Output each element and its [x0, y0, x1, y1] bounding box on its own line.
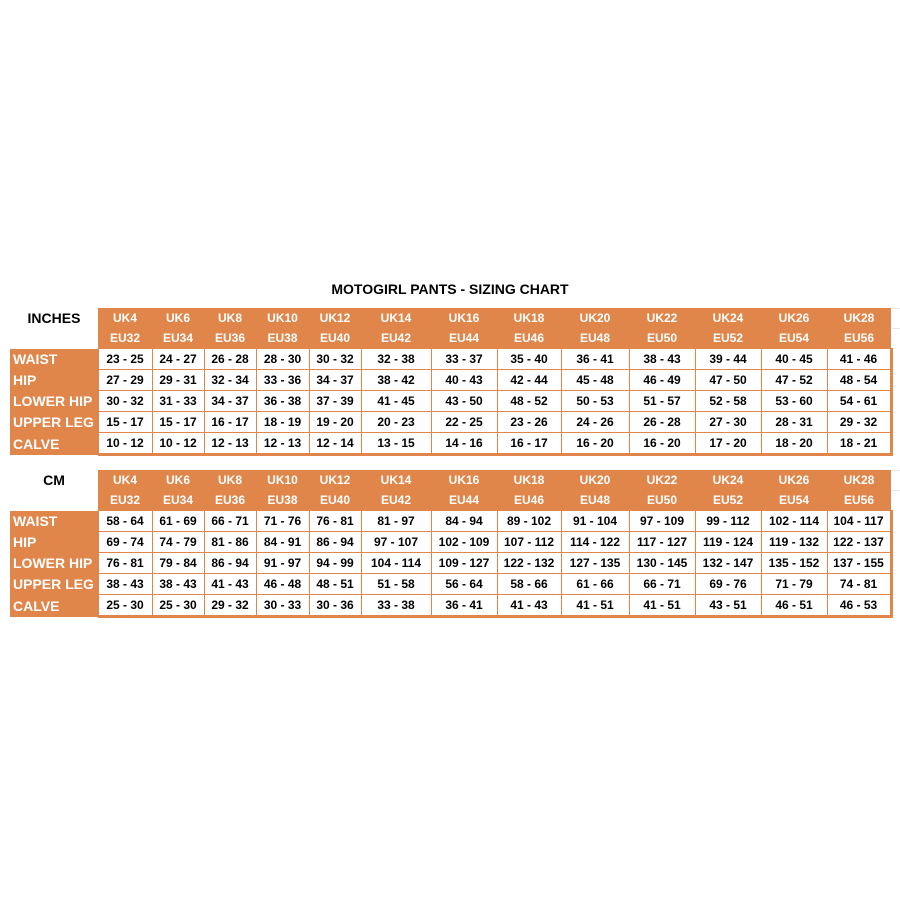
size-value-cell: 130 - 145: [629, 553, 695, 574]
size-value-cell: 46 - 51: [761, 595, 827, 617]
size-value-cell: 71 - 79: [761, 574, 827, 595]
size-header-eu: EU44: [431, 490, 497, 511]
table-row: [10, 412, 891, 433]
size-value-cell: 132 - 147: [695, 553, 761, 574]
size-header-eu: EU42: [361, 328, 431, 349]
measurement-label: WAIST: [10, 349, 98, 370]
measurement-label: HIP: [10, 370, 98, 391]
size-header-eu: EU40: [309, 328, 361, 349]
size-header-eu: EU36: [204, 328, 256, 349]
size-value-cell: 45 - 48: [561, 370, 629, 391]
sheet-gridline: [892, 490, 900, 491]
size-value-cell: 58 - 66: [497, 574, 561, 595]
size-header-eu: EU54: [761, 328, 827, 349]
size-value-cell: 69 - 76: [695, 574, 761, 595]
size-header-uk: UK28: [827, 308, 891, 328]
size-value-cell: 15 - 17: [98, 412, 152, 433]
size-value-cell: 107 - 112: [497, 532, 561, 553]
size-value-cell: 104 - 117: [827, 511, 891, 532]
size-value-cell: 43 - 51: [695, 595, 761, 617]
size-value-cell: 119 - 124: [695, 532, 761, 553]
size-value-cell: 36 - 41: [561, 349, 629, 370]
size-header-uk: UK16: [431, 308, 497, 328]
size-value-cell: 50 - 53: [561, 391, 629, 412]
size-value-cell: 16 - 17: [204, 412, 256, 433]
size-value-cell: 122 - 132: [497, 553, 561, 574]
size-value-cell: 48 - 52: [497, 391, 561, 412]
size-header-uk: UK24: [695, 308, 761, 328]
size-value-cell: 12 - 14: [309, 433, 361, 455]
size-value-cell: 34 - 37: [309, 370, 361, 391]
size-value-cell: 66 - 71: [204, 511, 256, 532]
size-header-eu: EU44: [431, 328, 497, 349]
size-header-eu: EU56: [827, 328, 891, 349]
size-header-uk: UK6: [152, 308, 204, 328]
size-value-cell: 94 - 99: [309, 553, 361, 574]
size-value-cell: 20 - 23: [361, 412, 431, 433]
size-value-cell: 74 - 79: [152, 532, 204, 553]
size-value-cell: 84 - 91: [256, 532, 309, 553]
size-value-cell: 35 - 40: [497, 349, 561, 370]
size-value-cell: 52 - 58: [695, 391, 761, 412]
size-value-cell: 119 - 132: [761, 532, 827, 553]
measurement-label: CALVE: [10, 433, 98, 455]
size-header-uk: UK14: [361, 308, 431, 328]
size-value-cell: 76 - 81: [98, 553, 152, 574]
size-value-cell: 18 - 19: [256, 412, 309, 433]
measurement-label: UPPER LEG: [10, 574, 98, 595]
unit-label: CM: [10, 470, 98, 490]
size-value-cell: 47 - 50: [695, 370, 761, 391]
size-header-uk: UK26: [761, 308, 827, 328]
size-value-cell: 38 - 43: [152, 574, 204, 595]
size-value-cell: 22 - 25: [431, 412, 497, 433]
size-header-eu: EU34: [152, 490, 204, 511]
table-row: [10, 511, 891, 532]
size-value-cell: 71 - 76: [256, 511, 309, 532]
size-value-cell: 27 - 30: [695, 412, 761, 433]
size-value-cell: 37 - 39: [309, 391, 361, 412]
measurement-label: HIP: [10, 532, 98, 553]
size-header-eu: EU54: [761, 490, 827, 511]
size-value-cell: 58 - 64: [98, 511, 152, 532]
size-value-cell: 29 - 32: [204, 595, 256, 617]
size-value-cell: 12 - 13: [256, 433, 309, 455]
size-value-cell: 48 - 54: [827, 370, 891, 391]
size-value-cell: 16 - 20: [561, 433, 629, 455]
size-value-cell: 18 - 20: [761, 433, 827, 455]
size-value-cell: 97 - 107: [361, 532, 431, 553]
size-value-cell: 26 - 28: [204, 349, 256, 370]
size-value-cell: 81 - 86: [204, 532, 256, 553]
size-value-cell: 86 - 94: [204, 553, 256, 574]
size-value-cell: 79 - 84: [152, 553, 204, 574]
sheet-gridline: [892, 470, 900, 471]
size-value-cell: 23 - 26: [497, 412, 561, 433]
size-value-cell: 34 - 37: [204, 391, 256, 412]
size-value-cell: 28 - 30: [256, 349, 309, 370]
size-value-cell: 84 - 94: [431, 511, 497, 532]
size-value-cell: 31 - 33: [152, 391, 204, 412]
size-value-cell: 91 - 104: [561, 511, 629, 532]
measurement-label: WAIST: [10, 511, 98, 532]
size-value-cell: 33 - 38: [361, 595, 431, 617]
size-value-cell: 102 - 114: [761, 511, 827, 532]
size-value-cell: 56 - 64: [431, 574, 497, 595]
size-value-cell: 33 - 37: [431, 349, 497, 370]
size-value-cell: 61 - 69: [152, 511, 204, 532]
table-row: [10, 433, 891, 455]
size-header-uk: UK22: [629, 470, 695, 490]
size-value-cell: 17 - 20: [695, 433, 761, 455]
size-value-cell: 41 - 51: [561, 595, 629, 617]
size-header-eu: EU48: [561, 328, 629, 349]
size-value-cell: 12 - 13: [204, 433, 256, 455]
size-value-cell: 26 - 28: [629, 412, 695, 433]
size-value-cell: 38 - 43: [629, 349, 695, 370]
header-spacer: [10, 328, 98, 349]
size-header-eu: EU38: [256, 490, 309, 511]
size-value-cell: 25 - 30: [152, 595, 204, 617]
size-value-cell: 30 - 33: [256, 595, 309, 617]
size-value-cell: 23 - 25: [98, 349, 152, 370]
table-row: [10, 574, 891, 595]
size-value-cell: 42 - 44: [497, 370, 561, 391]
size-value-cell: 24 - 27: [152, 349, 204, 370]
size-value-cell: 38 - 42: [361, 370, 431, 391]
size-header-uk: UK20: [561, 308, 629, 328]
size-value-cell: 102 - 109: [431, 532, 497, 553]
table-row: [10, 370, 891, 391]
size-value-cell: 109 - 127: [431, 553, 497, 574]
size-header-uk: UK4: [98, 308, 152, 328]
size-header-eu: EU36: [204, 490, 256, 511]
size-header-uk: UK28: [827, 470, 891, 490]
size-value-cell: 91 - 97: [256, 553, 309, 574]
size-value-cell: 41 - 51: [629, 595, 695, 617]
size-value-cell: 41 - 43: [497, 595, 561, 617]
size-value-cell: 14 - 16: [431, 433, 497, 455]
size-value-cell: 16 - 20: [629, 433, 695, 455]
size-value-cell: 122 - 137: [827, 532, 891, 553]
table-row: [10, 349, 891, 370]
size-header-eu: EU38: [256, 328, 309, 349]
size-value-cell: 99 - 112: [695, 511, 761, 532]
size-value-cell: 135 - 152: [761, 553, 827, 574]
size-value-cell: 117 - 127: [629, 532, 695, 553]
size-value-cell: 104 - 114: [361, 553, 431, 574]
size-value-cell: 24 - 26: [561, 412, 629, 433]
size-header-eu: EU46: [497, 490, 561, 511]
size-value-cell: 30 - 36: [309, 595, 361, 617]
size-header-uk: UK8: [204, 470, 256, 490]
measurement-label: UPPER LEG: [10, 412, 98, 433]
header-spacer: [10, 490, 98, 511]
size-value-cell: 30 - 32: [309, 349, 361, 370]
size-header-uk: UK10: [256, 470, 309, 490]
size-value-cell: 53 - 60: [761, 391, 827, 412]
size-value-cell: 66 - 71: [629, 574, 695, 595]
size-value-cell: 46 - 48: [256, 574, 309, 595]
size-header-eu: EU52: [695, 490, 761, 511]
size-value-cell: 32 - 38: [361, 349, 431, 370]
size-value-cell: 137 - 155: [827, 553, 891, 574]
size-header-eu: EU46: [497, 328, 561, 349]
size-value-cell: 29 - 31: [152, 370, 204, 391]
sizing-table-cm: [10, 470, 893, 618]
size-value-cell: 39 - 44: [695, 349, 761, 370]
size-value-cell: 36 - 38: [256, 391, 309, 412]
size-value-cell: 69 - 74: [98, 532, 152, 553]
size-header-eu: EU32: [98, 490, 152, 511]
size-header-uk: UK12: [309, 470, 361, 490]
size-value-cell: 127 - 135: [561, 553, 629, 574]
size-value-cell: 41 - 45: [361, 391, 431, 412]
size-header-uk: UK16: [431, 470, 497, 490]
size-value-cell: 81 - 97: [361, 511, 431, 532]
size-value-cell: 48 - 51: [309, 574, 361, 595]
size-value-cell: 32 - 34: [204, 370, 256, 391]
size-value-cell: 54 - 61: [827, 391, 891, 412]
measurement-label: LOWER HIP: [10, 391, 98, 412]
size-header-uk: UK26: [761, 470, 827, 490]
size-header-eu: EU42: [361, 490, 431, 511]
size-value-cell: 15 - 17: [152, 412, 204, 433]
table-row: [10, 595, 891, 617]
size-value-cell: 47 - 52: [761, 370, 827, 391]
size-header-eu: EU52: [695, 328, 761, 349]
size-value-cell: 114 - 122: [561, 532, 629, 553]
size-header-uk: UK18: [497, 308, 561, 328]
size-value-cell: 86 - 94: [309, 532, 361, 553]
size-header-uk: UK6: [152, 470, 204, 490]
size-value-cell: 97 - 109: [629, 511, 695, 532]
size-value-cell: 46 - 49: [629, 370, 695, 391]
size-header-uk: UK4: [98, 470, 152, 490]
size-header-uk: UK8: [204, 308, 256, 328]
size-value-cell: 19 - 20: [309, 412, 361, 433]
table-row: [10, 553, 891, 574]
size-value-cell: 40 - 45: [761, 349, 827, 370]
size-value-cell: 25 - 30: [98, 595, 152, 617]
size-header-eu: EU32: [98, 328, 152, 349]
size-value-cell: 13 - 15: [361, 433, 431, 455]
size-value-cell: 28 - 31: [761, 412, 827, 433]
size-header-uk: UK10: [256, 308, 309, 328]
table-row: [10, 532, 891, 553]
size-header-uk: UK24: [695, 470, 761, 490]
size-value-cell: 41 - 43: [204, 574, 256, 595]
size-value-cell: 16 - 17: [497, 433, 561, 455]
size-value-cell: 27 - 29: [98, 370, 152, 391]
sheet-gridline: [892, 308, 900, 309]
size-value-cell: 10 - 12: [98, 433, 152, 455]
size-value-cell: 36 - 41: [431, 595, 497, 617]
size-value-cell: 51 - 57: [629, 391, 695, 412]
size-value-cell: 33 - 36: [256, 370, 309, 391]
measurement-label: LOWER HIP: [10, 553, 98, 574]
size-value-cell: 61 - 66: [561, 574, 629, 595]
size-header-uk: UK22: [629, 308, 695, 328]
size-value-cell: 10 - 12: [152, 433, 204, 455]
size-header-uk: UK14: [361, 470, 431, 490]
size-header-uk: UK20: [561, 470, 629, 490]
chart-title: MOTOGIRL PANTS - SIZING CHART: [331, 281, 569, 297]
size-value-cell: 46 - 53: [827, 595, 891, 617]
size-header-eu: EU50: [629, 490, 695, 511]
measurement-label: CALVE: [10, 595, 98, 617]
size-value-cell: 18 - 21: [827, 433, 891, 455]
size-header-eu: EU34: [152, 328, 204, 349]
size-header-eu: EU50: [629, 328, 695, 349]
unit-label: INCHES: [10, 308, 98, 328]
size-header-uk: UK18: [497, 470, 561, 490]
size-value-cell: 76 - 81: [309, 511, 361, 532]
sheet-gridline: [892, 328, 900, 329]
size-value-cell: 30 - 32: [98, 391, 152, 412]
size-value-cell: 40 - 43: [431, 370, 497, 391]
size-header-eu: EU48: [561, 490, 629, 511]
size-value-cell: 43 - 50: [431, 391, 497, 412]
size-value-cell: 41 - 46: [827, 349, 891, 370]
size-value-cell: 74 - 81: [827, 574, 891, 595]
size-header-uk: UK12: [309, 308, 361, 328]
sizing-table-inches: [10, 308, 893, 456]
table-row: [10, 391, 891, 412]
size-value-cell: 38 - 43: [98, 574, 152, 595]
size-value-cell: 51 - 58: [361, 574, 431, 595]
size-header-eu: EU56: [827, 490, 891, 511]
size-value-cell: 29 - 32: [827, 412, 891, 433]
size-value-cell: 89 - 102: [497, 511, 561, 532]
size-header-eu: EU40: [309, 490, 361, 511]
